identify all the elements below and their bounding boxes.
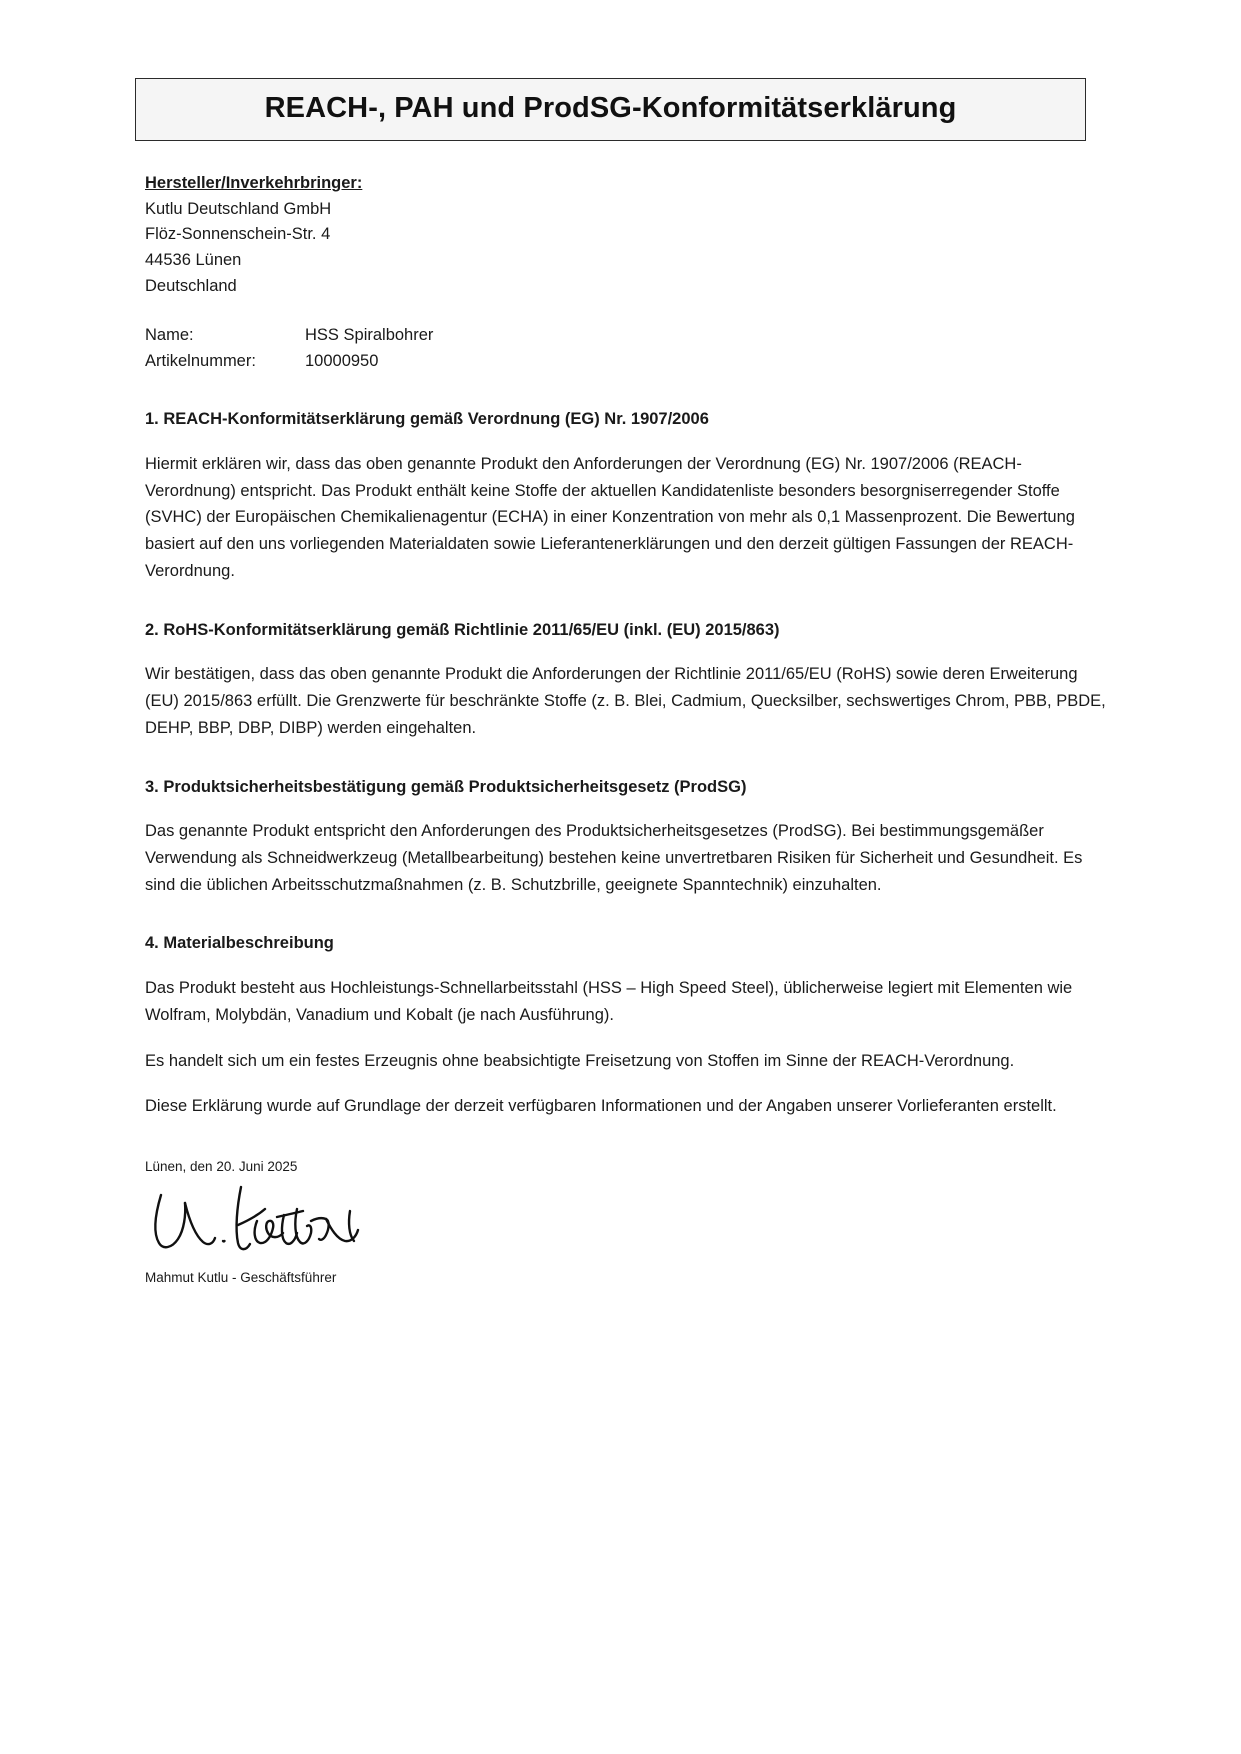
section-4-paragraph-1: Das Produkt besteht aus Hochleistungs-Schnellarbeitsstahl (HSS – High Speed Steel), üblicherweise legiert mit Elementen wie Wolfram, Molybdän, Vanadium und Kobalt (je nach Ausführung).: [145, 979, 1073, 1024]
article-number-key: Artikelnummer:: [145, 351, 256, 370]
manufacturer-label: Hersteller/Inverkehrbringer:: [145, 174, 363, 193]
section-3-heading: 3. Produktsicherheitsbestätigung gemäß Produktsicherheitsgesetz (ProdSG): [145, 777, 747, 796]
manufacturer-line-1: Kutlu Deutschland GmbH: [145, 199, 332, 218]
signature-name: Mahmut Kutlu - Geschäftsführer: [145, 1269, 337, 1285]
section-3-paragraph-1: Das genannte Produkt entspricht den Anforderungen des Produktsicherheitsgesetzes (ProdSG). Bei bestimmungsgemäßer Verwendung als Schneidwerkzeug (Metallbearbeitung) bestehen keine unvertretbaren Risiken für Sicherheit und Gesundheit. Es sind die üblichen Arbeitsschutzmaßnahmen (z. B. Schutzbrille, geeignete Spanntechnik) einzuhalten.: [145, 822, 1083, 894]
product-name-key: Name:: [145, 326, 194, 345]
article-number-value: 10000950: [305, 351, 379, 370]
section-4-paragraph-3: Diese Erklärung wurde auf Grundlage der derzeit verfügbaren Informationen und der Angaben unserer Vorlieferanten erstellt.: [145, 1097, 1057, 1116]
section-2-paragraph-1: Wir bestätigen, dass das oben genannte Produkt die Anforderungen der Richtlinie 2011/65/EU (RoHS) sowie deren Erweiterung (EU) 2015/863 erfüllt. Die Grenzwerte für beschränkte Stoffe (z. B. Blei, Cadmium, Quecksilber, sechswertiges Chrom, PBB, PBDE, DEHP, BBP, DBP, DIBP) werden eingehalten.: [145, 665, 1106, 737]
page-title: REACH-, PAH und ProdSG-Konformitätserklärung: [264, 92, 957, 124]
signature-place-date: Lünen, den 20. Juni 2025: [145, 1159, 298, 1175]
section-4-paragraph-2: Es handelt sich um ein festes Erzeugnis ohne beabsichtigte Freisetzung von Stoffen im Sinne der REACH-Verordnung.: [145, 1051, 1015, 1070]
manufacturer-block: [145, 171, 1111, 299]
section-2-heading: 2. RoHS-Konformitätserklärung gemäß Richtlinie 2011/65/EU (inkl. (EU) 2015/863): [145, 620, 780, 639]
section-1-paragraph-1: Hiermit erklären wir, dass das oben genannte Produkt den Anforderungen der Verordnung (EG) Nr. 1907/2006 (REACH-Verordnung) entspricht. Das Produkt enthält keine Stoffe der aktuellen Kandidatenliste besonders besorgniserregender Stoffe (SVHC) der Europäischen Chemikalienagentur (ECHA) in einer Konzentration von mehr als 0,1 Massenprozent. Die Bewertung basiert auf den uns vorliegenden Materialdaten sowie Lieferantenerklärungen und den derzeit gültigen Fassungen der REACH-Verordnung.: [145, 455, 1075, 580]
product-name-value: HSS Spiralbohrer: [305, 326, 434, 345]
manufacturer-line-2: Flöz-Sonnenschein-Str. 4: [145, 225, 331, 244]
product-details-table: [145, 323, 433, 374]
table-row: [145, 349, 433, 375]
manufacturer-line-3: 44536 Lünen: [145, 251, 242, 270]
section-4-heading: 4. Materialbeschreibung: [145, 934, 334, 953]
section-1-heading: 1. REACH-Konformitätserklärung gemäß Verordnung (EG) Nr. 1907/2006: [145, 410, 709, 429]
document-title-box: [135, 78, 1086, 141]
table-row: [145, 323, 433, 349]
signature-image: [145, 1181, 405, 1267]
manufacturer-line-4: Deutschland: [145, 276, 237, 295]
